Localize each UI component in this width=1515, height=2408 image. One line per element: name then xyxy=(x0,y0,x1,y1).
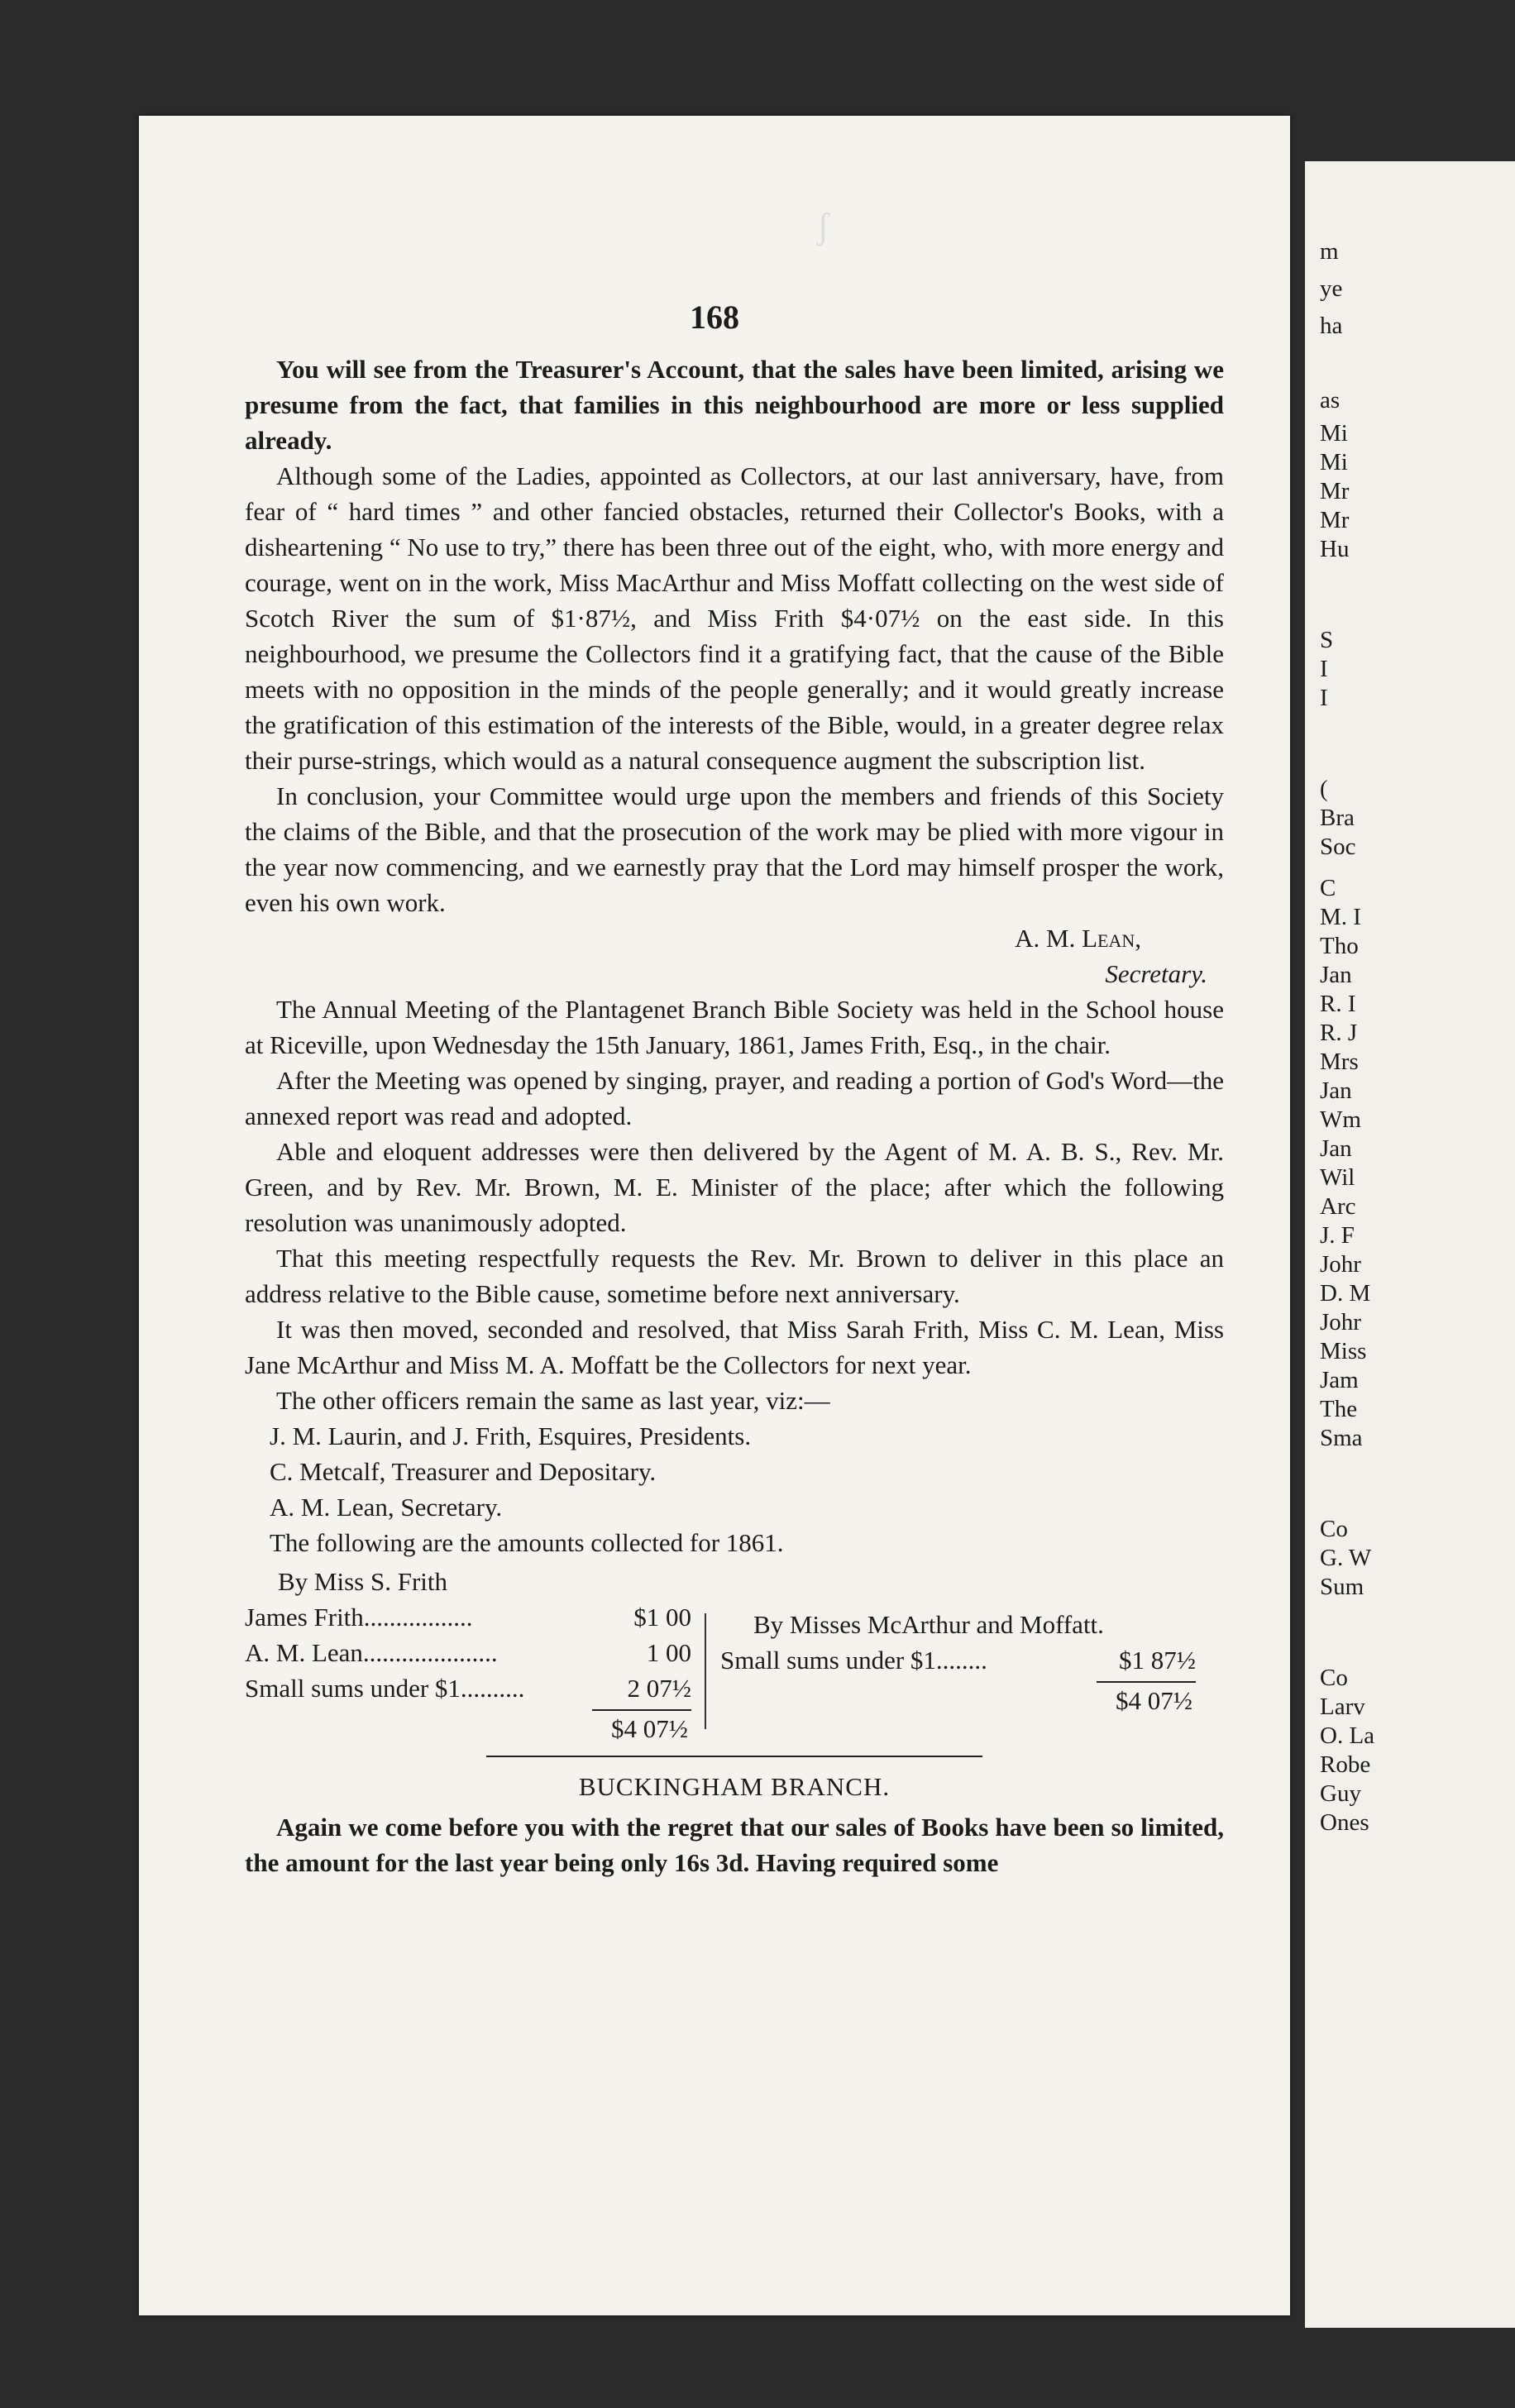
facing-page-fragment-line: Tho xyxy=(1320,933,1359,959)
facing-page-fragment-line: Johr xyxy=(1320,1309,1361,1335)
amounts-intro: The following are the amounts collected for 1861. xyxy=(270,1528,784,1557)
facing-page-fragment-line: Robe xyxy=(1320,1751,1371,1778)
collection-mcarthur-moffatt xyxy=(720,1607,1196,1718)
facing-page-fragment-line: Mi xyxy=(1320,420,1348,447)
book-page xyxy=(139,116,1290,2315)
facing-page-fragment-line: Ones xyxy=(1320,1809,1369,1836)
collection-row-label: Small sums under $1........ xyxy=(720,1646,987,1675)
facing-page-fragment-line: ( xyxy=(1320,776,1328,802)
facing-page-fragment-line: J. F xyxy=(1320,1222,1355,1249)
collection-row-amount: 1 00 xyxy=(646,1638,691,1667)
facing-page-fragment-line: Co xyxy=(1320,1665,1348,1691)
officer-presidents: J. M. Laurin, and J. Frith, Esquires, Presidents. xyxy=(270,1421,752,1450)
facing-page-fragment-line: R. I xyxy=(1320,991,1356,1017)
facing-page-fragment-line: Wil xyxy=(1320,1164,1355,1191)
paragraph-addresses: Able and eloquent addresses were then delivered by the Agent of M. A. B. S., Rev. Mr. Green, and by Rev. Mr. Brown, M. E. Minister of the place; after which the following resolution was unanimously adopted. xyxy=(245,1137,1224,1237)
facing-page-fragment-line: Jan xyxy=(1320,1077,1352,1104)
collection-frith-heading: By Miss S. Frith xyxy=(278,1567,448,1596)
facing-page-fragment-line: R. J xyxy=(1320,1020,1358,1046)
facing-page-fragment-line: Bra xyxy=(1320,805,1355,831)
collection-row-label: James Frith................. xyxy=(245,1603,473,1632)
facing-page-fragment-line: S xyxy=(1320,627,1334,653)
section-divider xyxy=(486,1756,982,1757)
facing-page-fragment-line: Arc xyxy=(1320,1193,1356,1220)
collection-row-amount: 2 07½ xyxy=(627,1674,691,1703)
facing-page-fragment-line: I xyxy=(1320,685,1328,711)
page-body xyxy=(245,351,1224,1880)
paragraph-officers-intro: The other officers remain the same as last year, viz:— xyxy=(276,1386,830,1415)
section-heading: BUCKINGHAM BRANCH. xyxy=(578,1772,891,1801)
facing-page-fragment-line: m xyxy=(1320,238,1339,265)
facing-page-fragment-line: C xyxy=(1320,875,1336,901)
signature-name: A. M. Lean, xyxy=(1015,924,1141,953)
facing-page-fragment-line: Jan xyxy=(1320,962,1352,988)
facing-page-fragment-line: The xyxy=(1320,1396,1358,1422)
paragraph-conclusion: In conclusion, your Committee would urge upon the members and friends of this Society the claims of the Bible, and that the prosecution of the work may be plied with more vigour in the year now commencing, and we earnestly pray that the Lord may himself prosper the work, even his own work. xyxy=(245,781,1224,917)
collection-accounts xyxy=(245,1564,1224,1746)
facing-page-fragment-line: M. I xyxy=(1320,904,1361,930)
facing-page-fragment-line: Sma xyxy=(1320,1425,1363,1451)
paragraph-treasurer: You will see from the Treasurer's Account, that the sales have been limited, arising we presume from the fact, that families in this neighbourhood are more or less supplied already. xyxy=(245,355,1224,455)
facing-page-fragment-line: Soc xyxy=(1320,834,1356,860)
facing-page-fragment-line: Mi xyxy=(1320,449,1348,475)
collection-mcarthur-heading: By Misses McArthur and Moffatt. xyxy=(753,1610,1104,1639)
officer-secretary: A. M. Lean, Secretary. xyxy=(270,1493,503,1522)
facing-page-fragment-line: Jan xyxy=(1320,1135,1352,1162)
facing-page-fragment-line: Larv xyxy=(1320,1694,1365,1720)
paragraph-meeting-opened: After the Meeting was opened by singing, prayer, and reading a portion of God's Word—the annexed report was read and adopted. xyxy=(245,1066,1224,1130)
collection-row-amount: $1 87½ xyxy=(1119,1646,1196,1675)
collection-row xyxy=(245,1670,691,1706)
collection-row xyxy=(245,1599,691,1635)
collection-mcarthur-total: $4 07½ xyxy=(1116,1686,1192,1715)
signature-title: Secretary. xyxy=(1105,959,1207,988)
facing-page-fragment-line: Hu xyxy=(1320,536,1350,562)
facing-page-fragment-line: Wm xyxy=(1320,1106,1361,1133)
facing-page-fragment-line: Johr xyxy=(1320,1251,1361,1278)
collection-frith-total: $4 07½ xyxy=(611,1714,688,1743)
facing-page-fragment-line: Sum xyxy=(1320,1574,1364,1600)
facing-page-fragment-line: Mrs xyxy=(1320,1049,1359,1075)
facing-page-fragment-line: as xyxy=(1320,387,1341,413)
officer-treasurer: C. Metcalf, Treasurer and Depositary. xyxy=(270,1457,657,1486)
facing-page-fragment-line: Miss xyxy=(1320,1338,1367,1364)
page-corner-mark: ʃ xyxy=(817,206,829,246)
facing-page-fragment-line: Mr xyxy=(1320,478,1350,504)
facing-page-fragment-line: I xyxy=(1320,656,1328,682)
facing-page-fragment-line: O. La xyxy=(1320,1722,1375,1749)
facing-page-fragment-line: D. M xyxy=(1320,1280,1371,1307)
facing-page-fragment-line: Jam xyxy=(1320,1367,1359,1393)
collection-row-amount: $1 00 xyxy=(633,1603,691,1632)
facing-page-fragment xyxy=(1305,161,1515,2328)
paragraph-annual-meeting: The Annual Meeting of the Plantagenet Branch Bible Society was held in the School house at Riceville, upon Wednesday the 15th January, 1861, James Frith, Esq., in the chair. xyxy=(245,995,1224,1059)
collection-row-label: Small sums under $1.......... xyxy=(245,1674,525,1703)
facing-page-fragment-line: G. W xyxy=(1320,1545,1372,1571)
collection-row xyxy=(720,1642,1196,1678)
paragraph-buckingham: Again we come before you with the regret that our sales of Books have been so limited, the amount for the last year being only 16s 3d. Having required some xyxy=(245,1813,1224,1877)
collection-row-label: A. M. Lean..................... xyxy=(245,1638,498,1667)
facing-page-fragment-line: ha xyxy=(1320,313,1343,339)
page-number: 168 xyxy=(690,299,739,336)
collection-row xyxy=(245,1635,691,1670)
facing-page-fragment-line: Guy xyxy=(1320,1780,1361,1807)
facing-page-fragment-line: Mr xyxy=(1320,507,1350,533)
paragraph-collectors: Although some of the Ladies, appointed as Collectors, at our last anniversary, have, from fear of “ hard times ” and other fancied obstacles, returned their Collector's Books, with a disheartening “ No use to try,” there has been three out of the eight, who, with more energy and courage, went on in the work, Miss MacArthur and Miss Moffatt collecting on the west side of Scotch River the sum of $1·87½, and Miss Frith $4·07½ on the east side. In this neighbourhood, we presume the Collectors find it a gratifying fact, that the cause of the Bible meets with no opposition in the minds of the people generally; and it would greatly increase the gratification of this estimation of the interests of the Bible, would, in a greater degree relax their purse-strings, which would as a natural consequence augment the subscription list. xyxy=(245,461,1224,775)
facing-page-fragment-line: Co xyxy=(1320,1516,1348,1542)
facing-page-fragment-line: ye xyxy=(1320,275,1343,302)
paragraph-collectors-next-year: It was then moved, seconded and resolved, that Miss Sarah Frith, Miss C. M. Lean, Miss Jane McArthur and Miss M. A. Moffatt be the Collectors for next year. xyxy=(245,1315,1224,1379)
column-divider xyxy=(705,1613,706,1729)
paragraph-resolution: That this meeting respectfully requests the Rev. Mr. Brown to deliver in this place an address relative to the Bible cause, sometime before next anniversary. xyxy=(245,1244,1224,1308)
collection-frith xyxy=(245,1564,691,1746)
